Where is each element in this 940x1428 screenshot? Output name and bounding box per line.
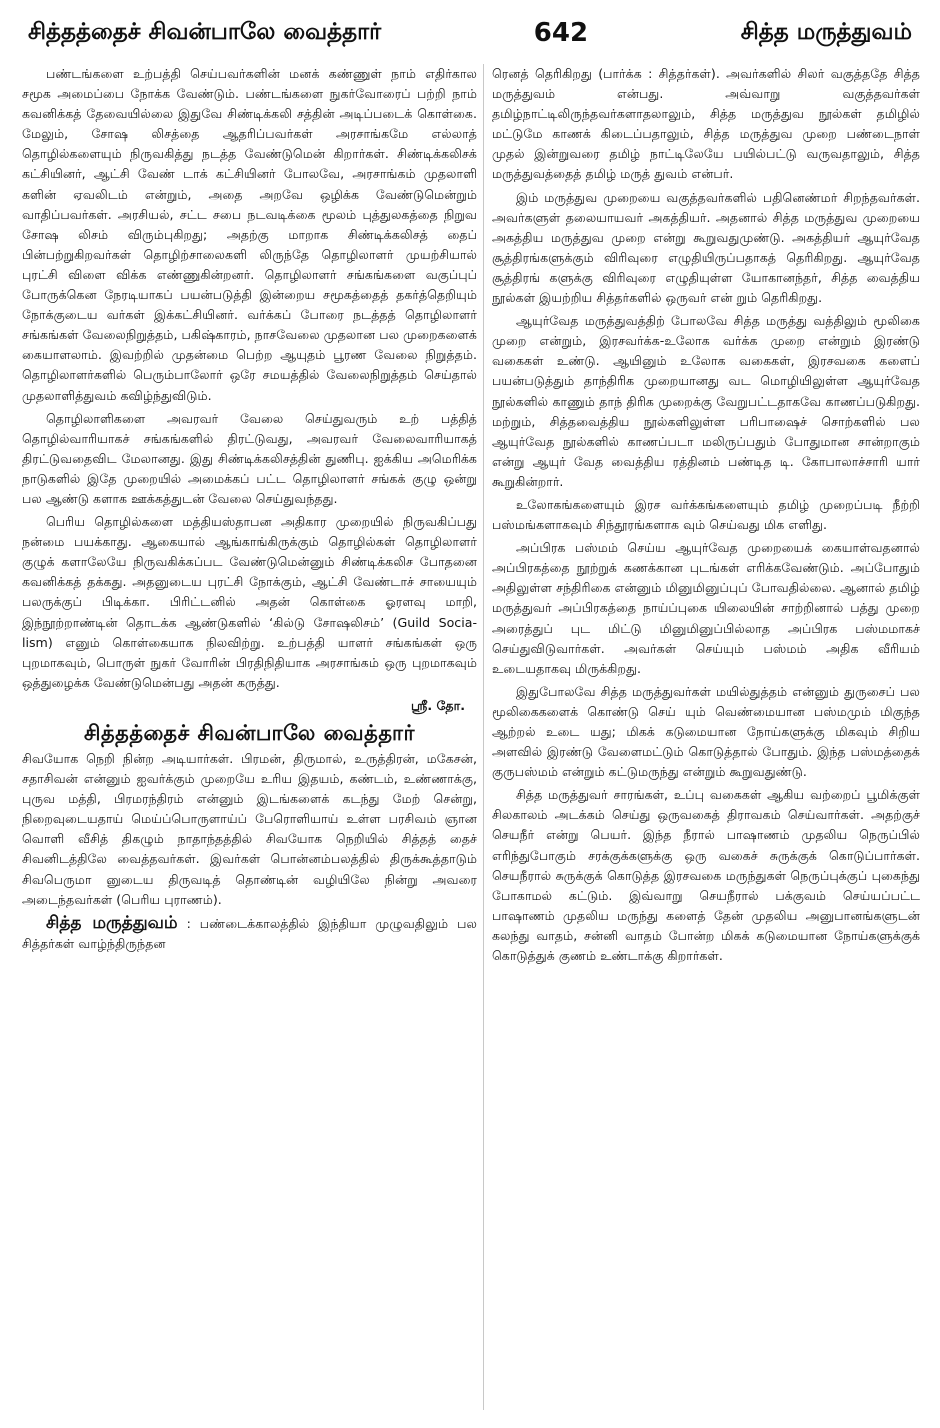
page-header [28, 8, 912, 58]
page-number: 642 [533, 18, 589, 48]
article-heading-inline: சித்த மருத்துவம் [46, 912, 178, 933]
paragraph: பண்டங்களை உற்பத்தி செய்பவர்களின் மனக் கண்ணுள் நாம் எதிர்கால சமூக அமைப்பை நோக்க வேண்டும். பண்டங்களை நுகர்வோரைப் பற்றி நாம் கவனிக்கத் தேவையில்லை இதுவே சிண்டிக்கலி சத்தின் அடிப்படைக் கொள்கை. மேலும், சோஷ லிசத்தை ஆதரிப்பவர்கள் அரசாங்கமே எல்லாத் தொழில்களையும் நிருவகித்து நடத்த வேண்டுமென் கிறார்கள். சிண்டிக்கலிசக் கட்சியினர், ஆட்சி வேண் டாக் கட்சியினர் போலவே, அரசாங்கம் முதலாளி களின் ஏவலிடம் என்றும், அதை அறவே ஒழிக்க வேண்டுமென்றும் வாதிப்பவர்கள். அரசியல், சட்ட சபை நடவடிக்கை மூலம் புத்துலகத்தை நிறுவ சோஷ லிசம் விரும்புகிறது; அதற்கு மாறாக சிண்டிக்கலிசத் தைப் பின்பற்றுகிறவர்கள் தொழிற்சாலைகளி லிருந்தே தொழிலாளர் முயற்சியால் புரட்சி விளை விக்க எண்ணுகின்றனர். தொழிலாளர் சங்கங்களை வகுப்புப் போருக்கென நேரடியாகப் பயன்படுத்தி இன்றைய சமூகத்தைத் தகர்த்தெறியும் நோக்குடைய வர்கள் இக்கட்சியினர். வர்க்கப் போரை நடத்தத் தொழிலாளர் சங்கங்கள் வேலைநிறுத்தம், பகிஷ்காரம், நாசவேலை முதலான பல முறைகளைக் கையாளலாம். இவற்றில் முதன்மை பெற்ற ஆயுதம் பூரண வேலை நிறுத்தம். தொழிலாளர்களில் பெரும்பாலோர் ஒரே சமயத்தில் வேலைநிறுத்தம் செய்தால் முதலாளித்துவம் கவிழ்ந்துவிடும். [22, 66, 477, 403]
paragraph: உலோகங்களையும் இரச வர்க்கங்களையும் தமிழ் முறைப்படி நீற்றி பஸ்மங்களாகவும் சிந்தூரங்களாக வும் செய்வது மிக எளிது. [492, 496, 920, 533]
paragraph: அப்பிரக பஸ்மம் செய்ய ஆயுர்வேத முறையைக் கையாள்வதனால் அப்பிரகத்தை நூற்றுக் கணக்கான புடங்கள் எரிக்கவேண்டும். அப்போதும் அதிலுள்ள சந்திரிகை என்னும் மினுமினுப்புப் போவதில்லை. ஆனால் தமிழ் மருத்துவர் அப்பிரகத்தை நாய்ப்புகை யிலையின் சாற்றினால் பத்து முறை அரைத்துப் புட மிட்டு மினுமினுப்பில்லாத அப்பிரக பஸ்மமாகச் செய்துவிடுவார்கள். அவர்கள் செய்யும் பஸ்மம் அதிக வீரியம் உடையதாகவு மிருக்கிறது. [492, 540, 920, 676]
left-column [22, 64, 477, 1410]
column-divider [483, 64, 484, 1410]
paragraph: ரெனத் தெரிகிறது (பார்க்க : சித்தர்கள்). அவர்களில் சிலர் வகுத்ததே சித்த மருத்துவம் என்பது. அவ்வாறு வகுத்தவர்கள் தமிழ்நாட்டிலிருந்தவர்களாதலாலும், சித்த மருத்துவ நூல்கள் தமிழில் மட்டுமே காணக் கிடைப்பதாலும், சித்த மருத்துவ முறை பண்டைநாள் முதல் இன்றுவரை தமிழ் நாட்டிலேயே பயில்பட்டு வருவதாலும், சித்த மருத்துவத்தைத் தமிழ் மருத் துவம் என்பர். [492, 66, 920, 182]
paragraph: சித்த மருத்துவர் சாரங்கள், உப்பு வகைகள் ஆகிய வற்றைப் பூமிக்குள் சிலகாலம் அடக்கம் செய்து ஒருவகைத் திராவகம் செய்வார்கள். அதற்குச் செயநீர் என்று பெயர். இந்த நீரால் பாஷாணம் முதலிய நெருப்பில் எரிந்துபோகும் சரக்குக்களுக்கு ஒரு வகைச் சுருக்குக் கொடுப்பார்கள். செயநீரால் சுருக்குக் கொடுத்த இரசவகை மருந்துகள் நெருப்புக்குப் புகைந்து போகாமல் கட்டும். இவ்வாறு செயநீரால் பக்குவம் செய்யப்பட்ட பாஷாணம் முதலிய மருந்து களைத் தேன் முதலிய அனுபானங்களுடன் கலந்து வாதம், சன்னி வாதம் போன்ற மிகக் கடுமையான நோய்களுக்குக் கொடுத்துக் குணம் உண்டாக்கு கிறார்கள். [492, 787, 920, 964]
paragraph: இதுபோலவே சித்த மருத்துவர்கள் மயில்துத்தம் என்னும் துருசைப் பல மூலிகைகளைக் கொண்டு செய் யும் வெண்மையான பஸ்மமும் மிகுந்த ஆற்றல் உடை யது; மிகக் கடுமையான நோய்களுக்கு மிகவும் சிறிய அளவில் இரண்டு வேளைமட்டும் கொடுத்தால் போதும். இந்த பஸ்மத்தைக் குருபஸ்மம் என்றும் கட்டுமருந்து என்றும் கூறுவதுண்டு. [492, 683, 920, 780]
paragraph [22, 913, 477, 954]
paragraph: இம் மருத்துவ முறையை வகுத்தவர்களில் பதினெண்மர் சிறந்தவர்கள். அவர்களுள் தலையாயவர் அகத்தியர். அதனால் சித்த மருத்துவ முறையை அகத்திய மருத்துவ முறை என்று கூறுவதுமுண்டு. அகத்தியர் ஆயுர்வேத சூத்திரங்களுக்கும் விரிவுரை எழுதியிருப்பதாகத் தெரிகிறது. ஆயுர்வேத சூத்திரங் களுக்கு விரிவுரை எழுதியுள்ள யோகானந்தர், சித்த வைத்திய நூல்கள் இயற்றிய சித்தர்களில் ஒருவர் என் றும் தெரிகிறது. [492, 189, 920, 306]
right-column [492, 64, 920, 1410]
running-title-left: சித்தத்தைச் சிவன்பாலே வைத்தார் [28, 18, 382, 45]
article-heading: சித்தத்தைச் சிவன்பாலே வைத்தார் [84, 721, 415, 745]
paragraph: பெரிய தொழில்களை மத்தியஸ்தாபன அதிகார முறையில் நிருவகிப்பது நன்மை பயக்காது. ஆகையால் ஆங்காங்கிருக்கும் தொழில்கள் தொழிலாளர் குழுக் களாலேயே நிருவகிக்கப்பட வேண்டுமென்னும் சிண்டிக்கலிச போதனை கவனிக்கத் தக்கது. அதனுடைய புரட்சி நோக்கும், ஆட்சி வேண்டாச் சாயையும் பலருக்குப் பிடிக்கா. பிரிட்டனில் அதன் கொள்கை ஓரளவு மாறி, இந்நூற்றாண்டின் தொடக்க ஆண்டுகளில் ‘கில்டு சோஷலிசம்’ (Guild Socia-lism) எனும் கொள்கையாக நிலவிற்று. உற்பத்தி யாளர் சங்கங்கள் ஒரு புறமாகவும், பொருள் நுகர் வோரின் பிரதிநிதியாக அரசாங்கம் ஒரு புறமாகவும் ஒத்துழைக்க வேண்டுமென்பது அதன் கருத்து. [22, 514, 477, 690]
paragraph: தொழிலாளிகளை அவரவர் வேலை செய்துவரும் உற் பத்தித் தொழில்வாரியாகச் சங்கங்களில் திரட்டுவது, அவரவர் வேலைவாரியாகத் திரட்டுவதைவிட மேலானது. இது சிண்டிக்கலிசத்தின் துணிபு. ஐக்கிய அமெரிக்க நாடுகளில் இதே முறையில் அமைக்கப் பட்ட தொழிலாளர் சங்கக் குழு ஒன்று பல ஆண்டு களாக ஊக்கத்துடன் வேலை செய்துவந்தது. [22, 410, 477, 506]
paragraph-text: : பண்டைக்காலத்தில் இந்தியா முழுவதிலும் பல சித்தர்கள் வாழ்ந்திருந்தன [22, 915, 477, 951]
running-title-right: சித்த மருத்துவம் [740, 18, 912, 45]
paragraph: சிவயோக நெறி நின்ற அடியார்கள். பிரமன், திருமால், உருத்திரன், மகேசன், சதாசிவன் என்னும் ஐவர்க்கும் முறையே உரிய இதயம், கண்டம், உண்ணாக்கு, புருவ மத்தி, பிரமரந்திரம் என்னும் இடங்களைக் கடந்து மேற் சென்று, நிறைவுடையதாய் மெய்ப்பொருளாய்ப் பேரொளியாய் உள்ள பரசிவம் ஞான வொளி வீசித் திகழும் நாதாந்தத்தில் சிவயோக நெறியில் சித்தத் தைச் சிவனிடத்திலே வைத்தவர்கள். இவர்கள் பொன்னம்பலத்தில் திருக்கூத்தாடும் சிவபெருமா னுடைய திருவடித் தொண்டின் வழியிலே நின்று அவரை அடைந்தவர்கள் (பெரிய புராணம்). [22, 751, 477, 907]
paragraph: ஆயுர்வேத மருத்துவத்திற் போலவே சித்த மருத்து வத்திலும் மூலிகை முறை என்றும், இரசவர்க்க-உலோக வர்க்க முறை என்றும் இரண்டு வகைகள் உண்டு. ஆயினும் உலோக வகைகள், இரசவகை களைப் பயன்படுத்தும் தாந்திரிக முறையானது வட மொழியிலுள்ள ஆயுர்வேத நூல்களில் காணும் தாந் திரிக முறைக்கு வேறுபட்டதாகவே காணப்படுகிறது. மற்றும், சித்தவைத்திய நூல்களிலுள்ள பரிபாஷைச் சொற்களில் பல ஆயுர்வேத நூல்களில் காணப்படா மலிருப்பதும் போதுமான சான்றாகும் என்று ஆயுர் வேத வைத்திய ரத்தினம் பண்டித டி. கோபாலாச்சாரி யார் கூறுகின்றார். [492, 313, 920, 489]
author-initials: ஸ்ரீ. தோ. [410, 697, 465, 713]
